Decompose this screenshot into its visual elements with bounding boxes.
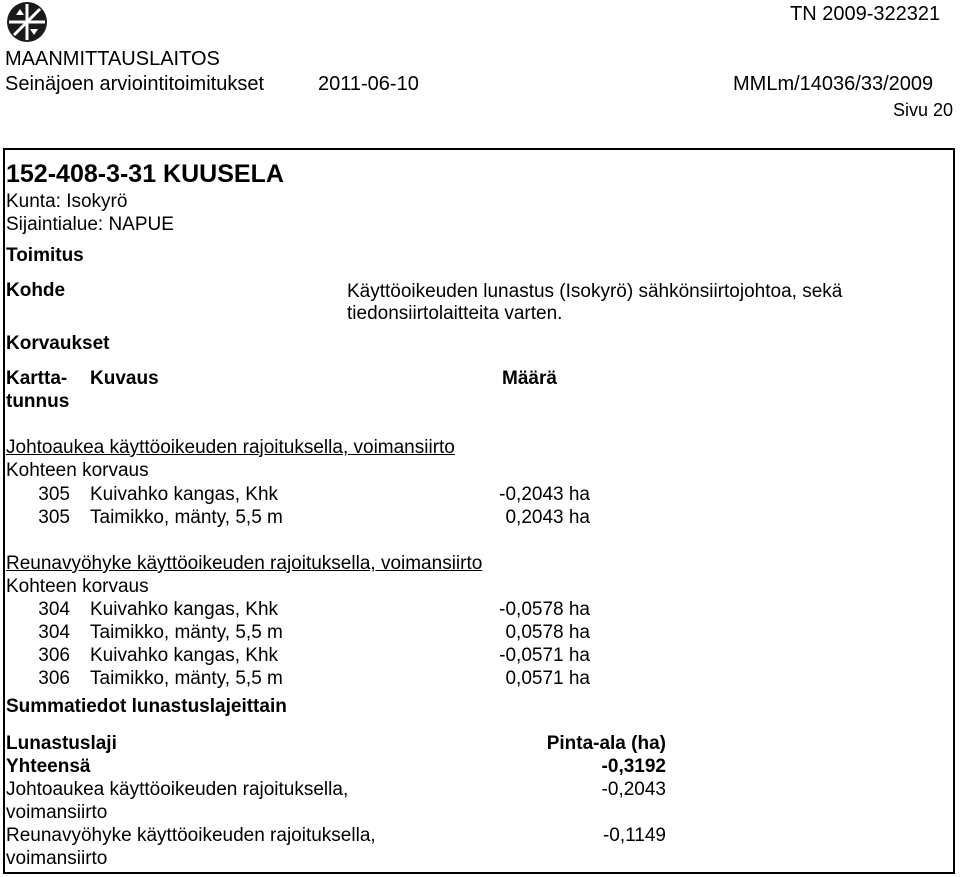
column-header-map-id-2: tunnus	[6, 391, 70, 412]
summary-title: Summatiedot lunastuslajeittain	[6, 696, 287, 717]
table-row-description: Kuivahko kangas, Khk	[90, 484, 279, 505]
summary-total-label: Yhteensä	[6, 756, 91, 777]
table-row-amount: 0,2043 ha	[505, 507, 590, 528]
table-row-amount: 0,0578 ha	[505, 622, 590, 643]
table-row-code: 304	[38, 622, 70, 643]
table-row-description: Taimikko, mänty, 5,5 m	[90, 622, 283, 643]
column-header-amount: Määrä	[502, 368, 557, 389]
table-row-description: Kuivahko kangas, Khk	[90, 645, 279, 666]
property-title: 152-408-3-31 KUUSELA	[6, 160, 284, 188]
table-row-description: Taimikko, mänty, 5,5 m	[90, 668, 283, 689]
organization-logo-icon	[6, 1, 48, 43]
column-header-map-id-1: Kartta-	[6, 368, 68, 389]
summary-item-value: -0,1149	[602, 825, 666, 846]
summary-column-area: Pinta-ala (ha)	[546, 733, 666, 754]
document-date: 2011-06-10	[318, 73, 419, 95]
summary-item-label-cont: voimansiirto	[6, 802, 108, 823]
column-header-description: Kuvaus	[90, 368, 159, 389]
table-row-amount: -0,2043 ha	[499, 484, 590, 505]
organization-name: MAANMITTAUSLAITOS	[5, 48, 220, 70]
table-row-amount: -0,0571 ha	[499, 645, 590, 666]
group-title: Johtoaukea käyttöoikeuden rajoituksella, voimansiirto	[6, 437, 455, 458]
summary-column-type: Lunastuslaji	[6, 733, 117, 754]
table-row-code: 305	[38, 507, 70, 528]
group-subtitle: Kohteen korvaus	[6, 576, 149, 597]
kohde-text-line1: Käyttöoikeuden lunastus (Isokyrö) sähkönsiirtojohtoa, sekä	[347, 281, 843, 302]
group-subtitle: Kohteen korvaus	[6, 460, 149, 481]
section-korvaukset: Korvaukset	[6, 333, 110, 354]
summary-item-label-cont: voimansiirto	[6, 848, 108, 869]
summary-total-value: -0,3192	[601, 756, 666, 777]
table-row-code: 305	[38, 484, 70, 505]
table-row-amount: 0,0571 ha	[505, 668, 590, 689]
location-area: Sijaintialue: NAPUE	[6, 214, 174, 235]
table-row-amount: -0,0578 ha	[499, 599, 590, 620]
case-reference: MMLm/14036/33/2009	[733, 73, 934, 95]
kohde-text-line2: tiedonsiirtolaitteita varten.	[347, 303, 563, 324]
document-id: TN 2009-322321	[790, 3, 941, 25]
table-row-description: Taimikko, mänty, 5,5 m	[90, 507, 283, 528]
table-row-code: 304	[38, 599, 70, 620]
summary-item-label: Reunavyöhyke käyttöoikeuden rajoituksella,	[6, 825, 376, 846]
summary-item-label: Johtoaukea käyttöoikeuden rajoituksella,	[6, 779, 349, 800]
kohde-label: Kohde	[6, 280, 66, 301]
table-row-code: 306	[38, 645, 70, 666]
table-row-code: 306	[38, 668, 70, 689]
section-toimitus: Toimitus	[6, 245, 84, 266]
summary-item-value: -0,2043	[601, 779, 666, 800]
office-name: Seinäjoen arviointitoimitukset	[5, 73, 265, 95]
group-title: Reunavyöhyke käyttöoikeuden rajoituksella, voimansiirto	[6, 553, 483, 574]
page-number: Sivu 20	[893, 100, 954, 120]
table-row-description: Kuivahko kangas, Khk	[90, 599, 279, 620]
municipality: Kunta: Isokyrö	[6, 191, 128, 212]
